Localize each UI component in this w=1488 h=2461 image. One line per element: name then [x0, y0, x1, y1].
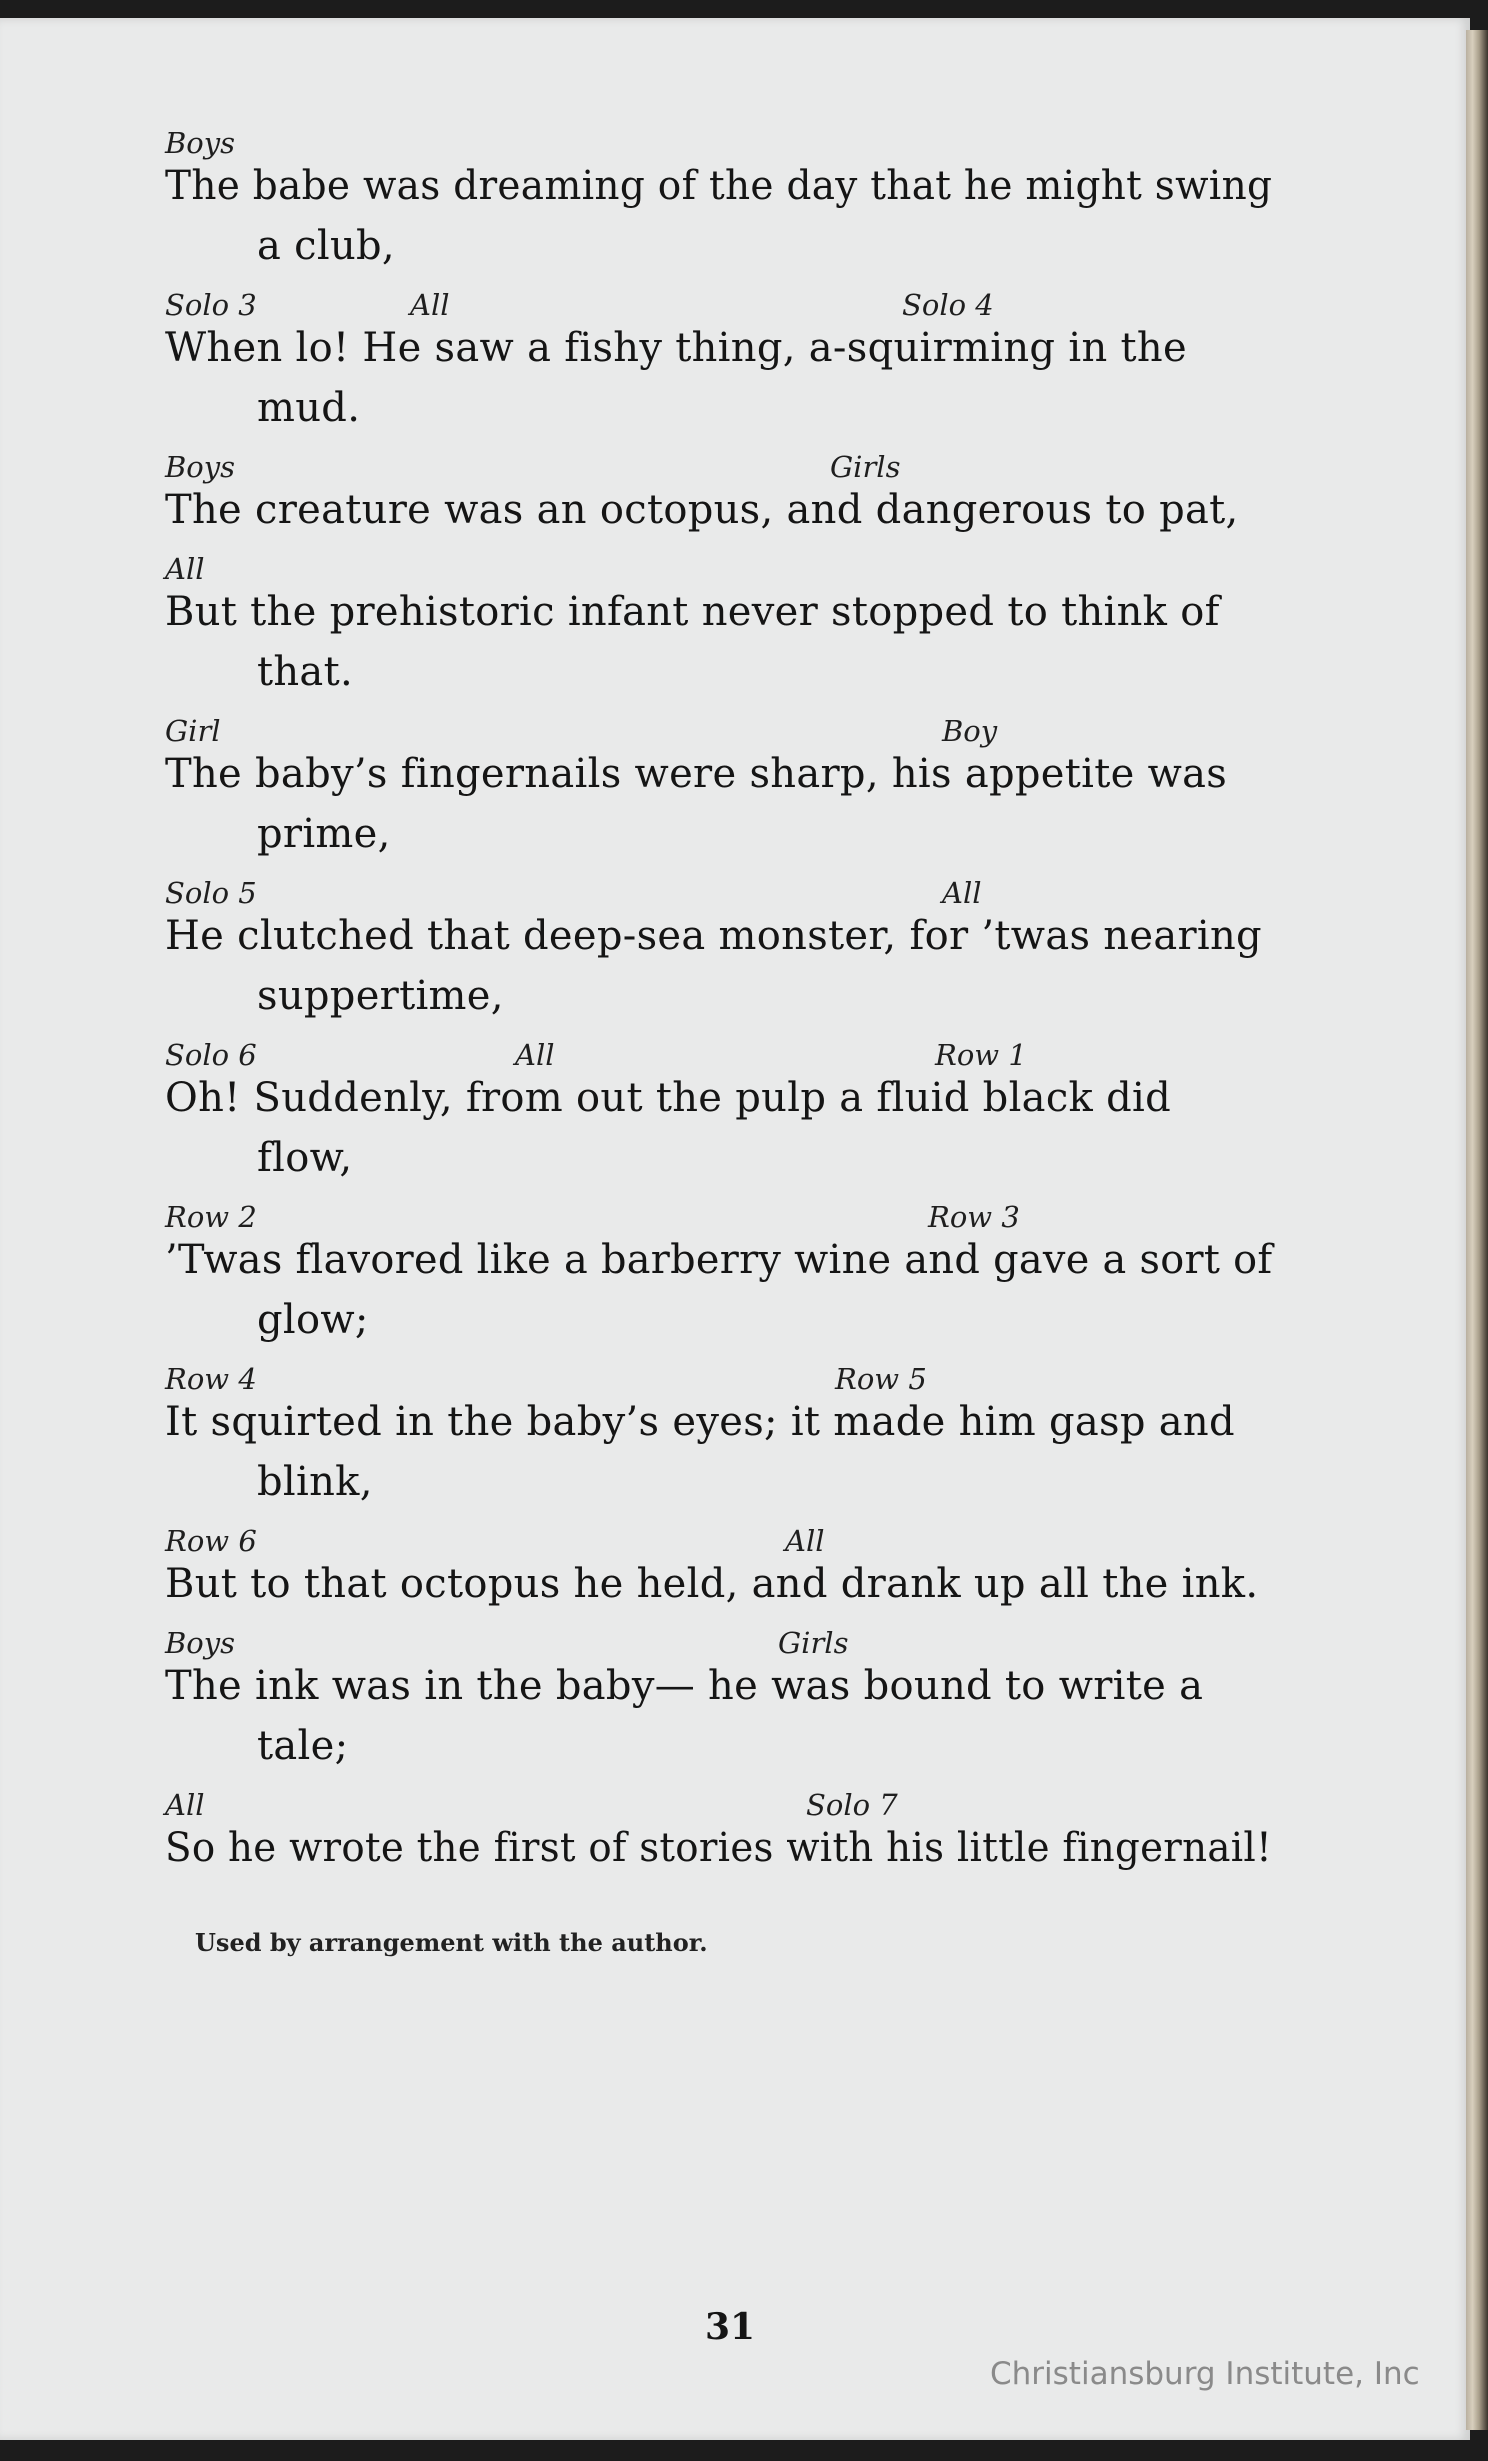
speaker-label: Row 2 [165, 1200, 257, 1234]
speaker-label: Solo 6 [165, 1038, 257, 1072]
verse-line: ’Twas flavored like a barberry wine and gave a sort of [165, 1237, 1273, 1283]
speaker-label: Row 6 [165, 1524, 257, 1558]
speaker-label: All [165, 552, 205, 586]
speaker-label: Boys [165, 1626, 236, 1660]
verse-line-continuation: suppertime, [257, 973, 504, 1019]
page-edge [1466, 30, 1488, 2430]
speaker-label: Solo 5 [165, 876, 257, 910]
verse-line-continuation: flow, [257, 1135, 353, 1181]
verse-line: The baby’s fingernails were sharp, his appetite was [165, 751, 1228, 797]
speaker-label: Solo 4 [902, 288, 994, 322]
speaker-label: Row 1 [935, 1038, 1027, 1072]
verse-line: He clutched that deep-sea monster, for ’twas nearing [165, 913, 1262, 959]
verse-line: But to that octopus he held, and drank up all the ink. [165, 1561, 1259, 1607]
verse-line: Oh! Suddenly, from out the pulp a fluid black did [165, 1075, 1171, 1121]
verse-line-continuation: a club, [257, 223, 395, 269]
speaker-label: All [410, 288, 450, 322]
verse-line-continuation: tale; [257, 1723, 349, 1769]
verse-line-continuation: mud. [257, 385, 361, 431]
verse-line: The creature was an octopus, and dangerous to pat, [165, 487, 1239, 533]
verse-line: The babe was dreaming of the day that he might swing [165, 163, 1273, 209]
speaker-label: All [785, 1524, 825, 1558]
speaker-label: All [942, 876, 982, 910]
verse-line: So he wrote the first of stories with his little fingernail! [165, 1825, 1272, 1871]
speaker-label: Boys [165, 450, 236, 484]
speaker-label: Girl [165, 714, 221, 748]
verse-line-continuation: that. [257, 649, 353, 695]
speaker-label: Row 3 [928, 1200, 1020, 1234]
speaker-label: Boy [942, 714, 998, 748]
verse-line: The ink was in the baby— he was bound to write a [165, 1663, 1204, 1709]
credit-note: Used by arrangement with the author. [195, 1928, 708, 1957]
speaker-label: Girls [778, 1626, 849, 1660]
speaker-label: Solo 3 [165, 288, 257, 322]
verse-line-continuation: prime, [257, 811, 391, 857]
verse-line: It squirted in the baby’s eyes; it made him gasp and [165, 1399, 1235, 1445]
speaker-label: Solo 7 [806, 1788, 898, 1822]
speaker-label: All [515, 1038, 555, 1072]
verse-line-continuation: blink, [257, 1459, 373, 1505]
verse-line: But the prehistoric infant never stopped to think of [165, 589, 1220, 635]
speaker-label: All [165, 1788, 205, 1822]
speaker-label: Boys [165, 126, 236, 160]
speaker-label: Row 4 [165, 1362, 257, 1396]
speaker-label: Girls [830, 450, 901, 484]
speaker-label: Row 5 [835, 1362, 927, 1396]
book-page [0, 18, 1470, 2440]
verse-line: When lo! He saw a fishy thing, a-squirming in the [165, 325, 1187, 371]
watermark: Christiansburg Institute, Inc [990, 2356, 1420, 2392]
page-number: 31 [705, 2306, 756, 2348]
verse-line-continuation: glow; [257, 1297, 369, 1343]
